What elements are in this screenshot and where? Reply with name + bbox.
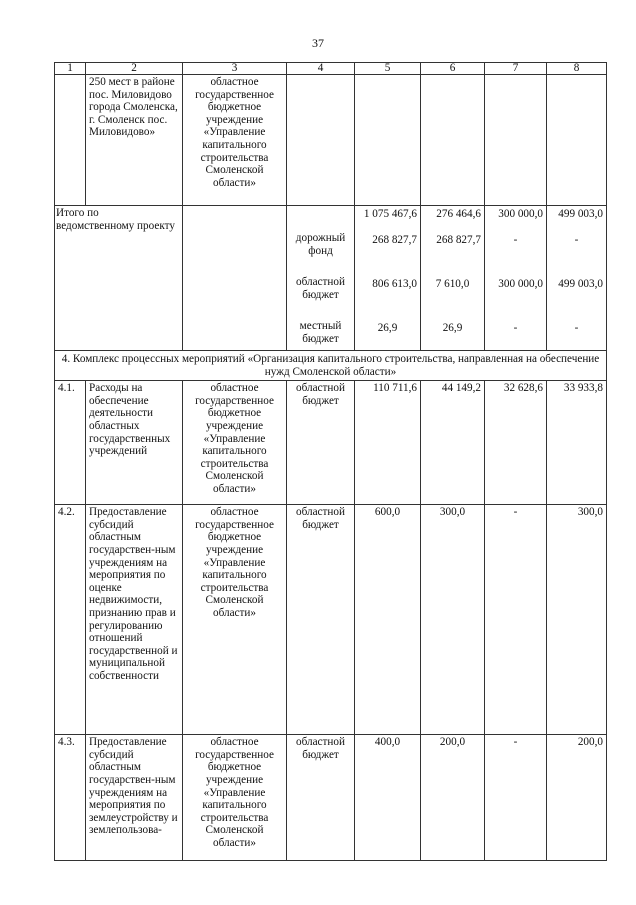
value-cell [355, 206, 421, 351]
fund-cell: областной бюджет [287, 381, 355, 505]
value-cell [355, 75, 421, 206]
name-cell: Предоставление субсидий областным государствен-ным учреждениям на мероприятия по оценке недвижимости, признанию прав и регулированию отношений государственной и муниципальной собственности [86, 505, 183, 735]
value-cell [421, 75, 485, 206]
value: - [574, 234, 579, 246]
value: 276 464,6 [436, 208, 481, 220]
header-cell: 7 [485, 63, 547, 75]
value-cell: 33 933,8 [547, 381, 607, 505]
section-row [55, 351, 607, 381]
value-cell [547, 206, 607, 351]
fund-label: дорожный фонд [295, 232, 346, 257]
value: - [574, 322, 579, 334]
table-row [55, 75, 607, 206]
executor-cell: областное государственное бюджетное учреждение «Управление капитального строительства Смоленской области» [183, 505, 287, 735]
table-row [55, 735, 607, 861]
value-cell: 300,0 [421, 505, 485, 735]
value: 7 610,0 [435, 278, 470, 290]
header-cell: 6 [421, 63, 485, 75]
value: - [513, 322, 518, 334]
section-title: 4. Комплекс процессных мероприятий «Организация капитального строительства, направленная на обеспечение нужд Смоленской области» [55, 351, 607, 381]
page-number: 37 [312, 36, 324, 50]
header-cell: 8 [547, 63, 607, 75]
value-cell: 44 149,2 [421, 381, 485, 505]
header-cell: 3 [183, 63, 287, 75]
budget-table [54, 62, 607, 861]
executor-cell: областное государственное бюджетное учреждение «Управление капитального строительства Смоленской области» [183, 381, 287, 505]
total-label: Итого по ведомственному проекту [55, 206, 183, 351]
fund-label: областной бюджет [296, 276, 345, 301]
value-cell [547, 75, 607, 206]
fund-cell [287, 206, 355, 351]
value: 300 000,0 [498, 208, 543, 220]
value-cell: 32 628,6 [485, 381, 547, 505]
value-cell [485, 75, 547, 206]
value-cell [485, 206, 547, 351]
fund-cell: областной бюджет [287, 735, 355, 861]
value-cell: 600,0 [355, 505, 421, 735]
row-number: 4.1. [55, 381, 86, 505]
executor-cell: областное государственное бюджетное учреждение «Управление капитального строительства Смоленской области» [183, 735, 287, 861]
name-cell: 250 мест в районе пос. Миловидово города Смоленска, г. Смоленск пос. Миловидово» [86, 75, 183, 206]
num-cell [55, 75, 86, 206]
value-cell [421, 206, 485, 351]
header-cell: 2 [86, 63, 183, 75]
value: 499 003,0 [558, 278, 603, 290]
table-row [55, 505, 607, 735]
value: 806 613,0 [372, 278, 417, 290]
header-row [55, 63, 607, 75]
total-row [55, 206, 607, 351]
value: 268 827,7 [372, 234, 417, 246]
value: - [513, 234, 518, 246]
fund-label: местный бюджет [299, 320, 342, 345]
fund-cell [287, 75, 355, 206]
name-cell: Расходы на обеспечение деятельности областных государственных учреждений [86, 381, 183, 505]
name-cell: Предоставление субсидий областным государствен-ным учреждениям на мероприятия по землеустройству и землепользова- [86, 735, 183, 861]
value: 300 000,0 [498, 278, 543, 290]
value-cell: - [485, 735, 547, 861]
value: 499 003,0 [558, 208, 603, 220]
value-cell: 110 711,6 [355, 381, 421, 505]
value: 26,9 [377, 322, 398, 334]
value-cell: 200,0 [421, 735, 485, 861]
value: 26,9 [442, 322, 463, 334]
value-cell: 300,0 [547, 505, 607, 735]
value-cell: 200,0 [547, 735, 607, 861]
row-number: 4.3. [55, 735, 86, 861]
executor-cell: областное государственное бюджетное учреждение «Управление капитального строительства Смоленской области» [183, 75, 287, 206]
row-number: 4.2. [55, 505, 86, 735]
value: 1 075 467,6 [363, 208, 417, 220]
header-cell: 4 [287, 63, 355, 75]
executor-cell [183, 206, 287, 351]
value: 268 827,7 [436, 234, 481, 246]
fund-cell: областной бюджет [287, 505, 355, 735]
header-cell: 5 [355, 63, 421, 75]
value-cell: 400,0 [355, 735, 421, 861]
table-row [55, 381, 607, 505]
header-cell: 1 [55, 63, 86, 75]
value-cell: - [485, 505, 547, 735]
